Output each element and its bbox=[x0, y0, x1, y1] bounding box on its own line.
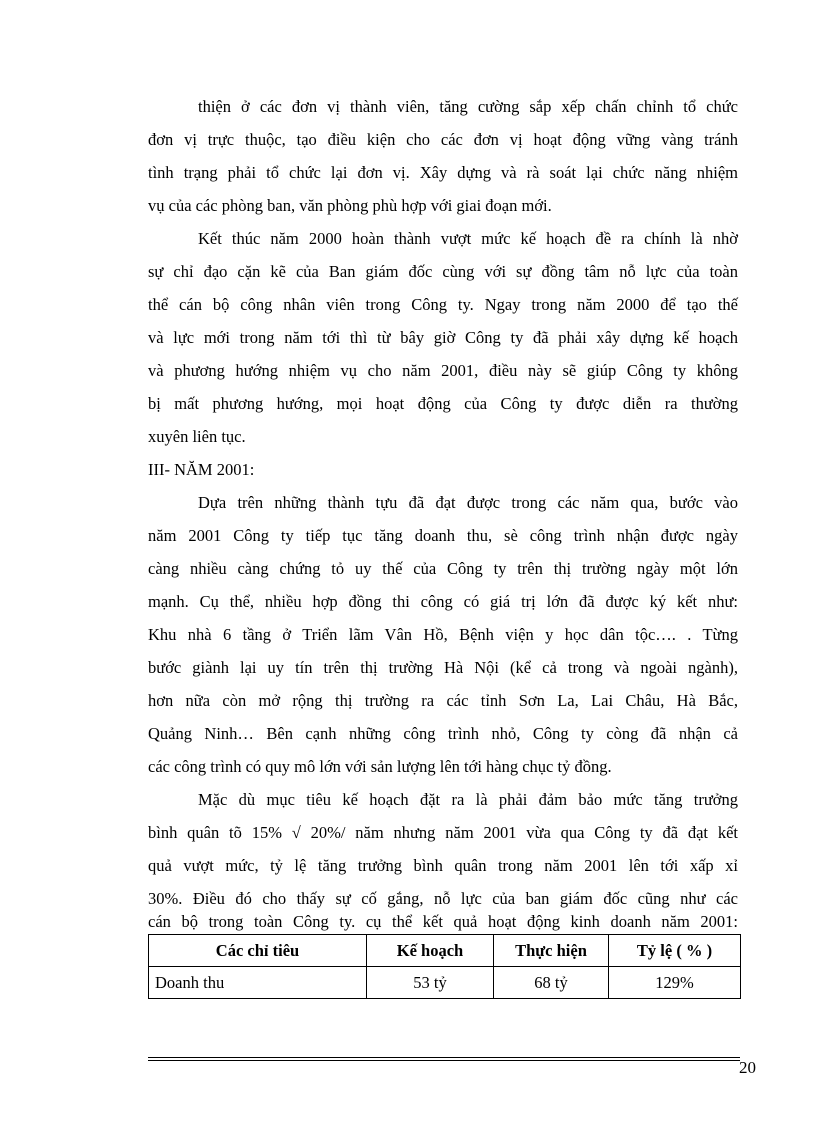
text-line: càng nhiều càng chứng tỏ uy thế của Công ty trên thị trường ngày một lớn bbox=[148, 559, 738, 578]
footer-rule bbox=[148, 1057, 740, 1058]
header-cell: Các chỉ tiêu bbox=[149, 935, 367, 967]
text-line: năm 2001 Công ty tiếp tục tăng doanh thu, sè công trình nhận được ngày bbox=[148, 526, 738, 545]
text-line: đơn vị trực thuộc, tạo điều kiện cho các đơn vị hoạt động vững vàng tránh bbox=[148, 130, 738, 149]
table-cell: 68 tỷ bbox=[494, 967, 609, 999]
text-line: mạnh. Cụ thể, nhiều hợp đồng thi công có giá trị lớn đã được ký kết như: bbox=[148, 592, 738, 611]
text-line: xuyên liên tục. bbox=[148, 427, 246, 446]
text-line: và phương hướng nhiệm vụ cho năm 2001, điều này sẽ giúp Công ty không bbox=[148, 361, 738, 380]
text-line: quả vượt mức, tỷ lệ tăng trưởng bình quân trong năm 2001 lên tới xấp xỉ bbox=[148, 856, 738, 875]
table-cell: 129% bbox=[609, 967, 741, 999]
footer-rule bbox=[148, 1060, 740, 1061]
header-cell: Kế hoạch bbox=[367, 935, 494, 967]
text-line: vụ của các phòng ban, văn phòng phù hợp với giai đoạn mới. bbox=[148, 196, 552, 215]
text-line: thiện ở các đơn vị thành viên, tăng cường sắp xếp chấn chỉnh tổ chức bbox=[198, 97, 738, 116]
section-heading: III- NĂM 2001: bbox=[148, 460, 255, 479]
table-cell: Doanh thu bbox=[149, 967, 367, 999]
results-table bbox=[148, 934, 741, 999]
text-line: cán bộ trong toàn Công ty. cụ thể kết quả hoạt động kinh doanh năm 2001: bbox=[148, 912, 738, 931]
header-cell: Thực hiện bbox=[494, 935, 609, 967]
table-row bbox=[149, 967, 741, 999]
page-number: 20 bbox=[739, 1058, 756, 1077]
text-line: hơn nữa còn mở rộng thị trường ra các tỉnh Sơn La, Lai Châu, Hà Bắc, bbox=[148, 691, 738, 710]
table-cell: 53 tỷ bbox=[367, 967, 494, 999]
text-line: bình quân tõ 15% √ 20%/ năm nhưng năm 2001 vừa qua Công ty đã đạt kết bbox=[148, 823, 738, 842]
text-line: Mặc dù mục tiêu kế hoạch đặt ra là phải đảm bảo mức tăng trưởng bbox=[198, 790, 738, 809]
text-line: Dựa trên những thành tựu đã đạt được trong các năm qua, bước vào bbox=[198, 493, 738, 512]
table-header-row bbox=[149, 935, 741, 967]
text-line: tình trạng phải tổ chức lại đơn vị. Xây dựng và rà soát lại chức năng nhiệm bbox=[148, 163, 738, 182]
text-line: bước giành lại uy tín trên thị trường Hà Nội (kể cả trong và ngoài ngành), bbox=[148, 658, 738, 677]
text-line: Khu nhà 6 tầng ở Triển lãm Vân Hồ, Bệnh viện y học dân tộc…. . Từng bbox=[148, 625, 738, 644]
text-line: sự chỉ đạo cặn kẽ của Ban giám đốc cùng với sự đồng tâm nỗ lực của toàn bbox=[148, 262, 738, 281]
header-cell: Tỷ lệ ( % ) bbox=[609, 935, 741, 967]
text-line: bị mất phương hướng, mọi hoạt động của Công ty được diễn ra thường bbox=[148, 394, 738, 413]
text-line: và lực mới trong năm tới thì từ bây giờ Công ty đã phải xây dựng kế hoạch bbox=[148, 328, 738, 347]
text-line: Quảng Ninh… Bên cạnh những công trình nhỏ, Công ty còng đã nhận cả bbox=[148, 724, 738, 743]
text-line: 30%. Điều đó cho thấy sự cố gắng, nỗ lực của ban giám đốc cũng như các bbox=[148, 889, 738, 908]
text-line: Kết thúc năm 2000 hoàn thành vượt mức kế hoạch đề ra chính là nhờ bbox=[198, 229, 738, 248]
text-line: các công trình có quy mô lớn với sản lượng lên tới hàng chục tỷ đồng. bbox=[148, 757, 612, 776]
text-line: thể cán bộ công nhân viên trong Công ty. Ngay trong năm 2000 để tạo thế bbox=[148, 295, 738, 314]
